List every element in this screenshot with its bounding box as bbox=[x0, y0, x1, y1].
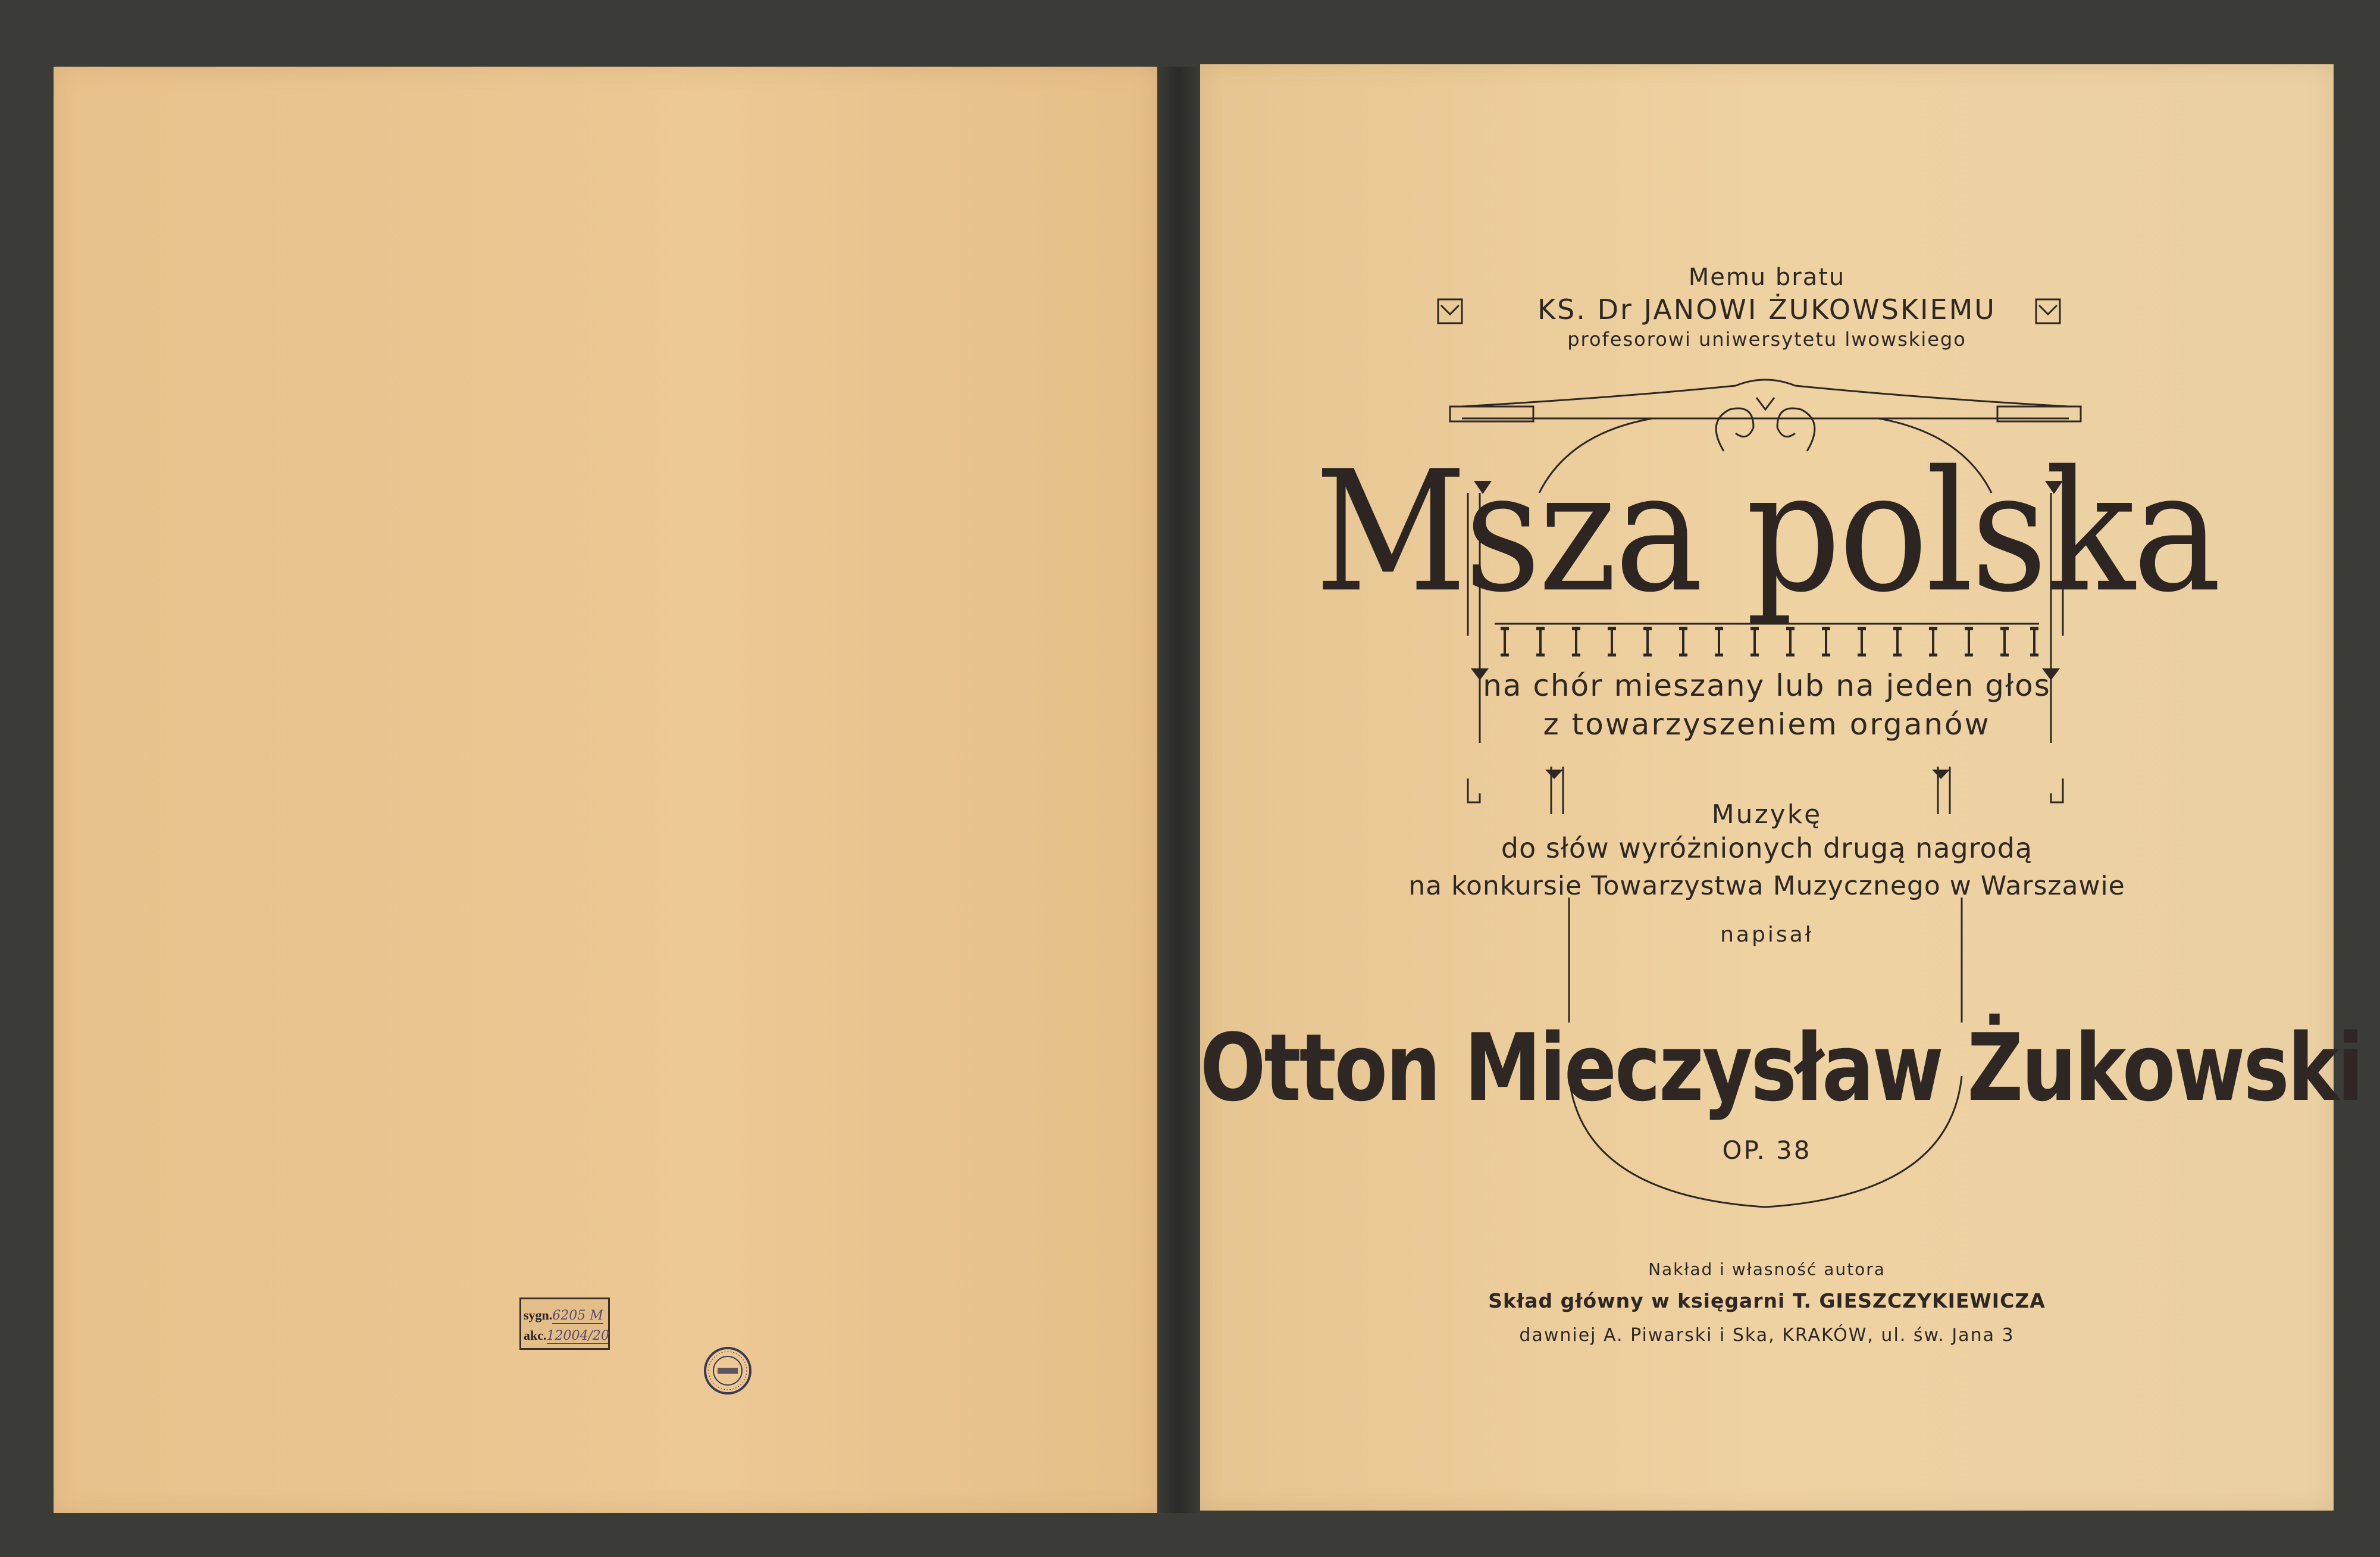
dedication-line-3: profesorowi uniwersytetu lwowskiego bbox=[1567, 328, 1966, 351]
akc-value: 12004/20 bbox=[546, 1328, 609, 1343]
imprint-line-2: Skład główny w księgarni T. GIESZCZYKIEWICZA bbox=[1488, 1289, 2046, 1312]
music-label: Muzykę bbox=[1711, 799, 1822, 830]
award-line-1: do słów wyróżnionych drugą nagrodą bbox=[1501, 832, 2033, 864]
left-page-blank bbox=[54, 67, 1157, 1513]
dedication-line-2: KS. Dr JANOWI ŻUKOWSKIEMU bbox=[1537, 293, 1996, 326]
sygn-label: sygn. bbox=[524, 1308, 553, 1322]
title-page bbox=[1200, 64, 2362, 1511]
sygn-value: 6205 M bbox=[552, 1308, 603, 1323]
spine-gap bbox=[1157, 67, 1200, 1513]
award-line-2: na konkursie Towarzystwa Muzycznego w Warszawie bbox=[1408, 871, 2125, 901]
dedication-line-1: Memu bratu bbox=[1688, 264, 1846, 291]
written-by-label: napisał bbox=[1720, 923, 1814, 947]
imprint-line-3: dawniej A. Piwarski i Ska, KRAKÓW, ul. św. Jana 3 bbox=[1519, 1325, 2015, 1346]
main-title: Msza polska bbox=[1314, 434, 2219, 629]
akc-label: akc. bbox=[524, 1328, 547, 1343]
opus-number: OP. 38 bbox=[1722, 1136, 1812, 1165]
subtitle-line-1: na chór mieszany lub na jeden głos bbox=[1483, 668, 2051, 703]
subtitle-line-2: z towarzyszeniem organów bbox=[1543, 707, 1991, 742]
composer-name: Otton Mieczysław Żukowski bbox=[1200, 1013, 2362, 1123]
library-round-seal bbox=[702, 1345, 753, 1396]
library-shelfmark-stamp bbox=[519, 1298, 610, 1350]
imprint-line-1: Nakład i własność autora bbox=[1648, 1259, 1886, 1279]
